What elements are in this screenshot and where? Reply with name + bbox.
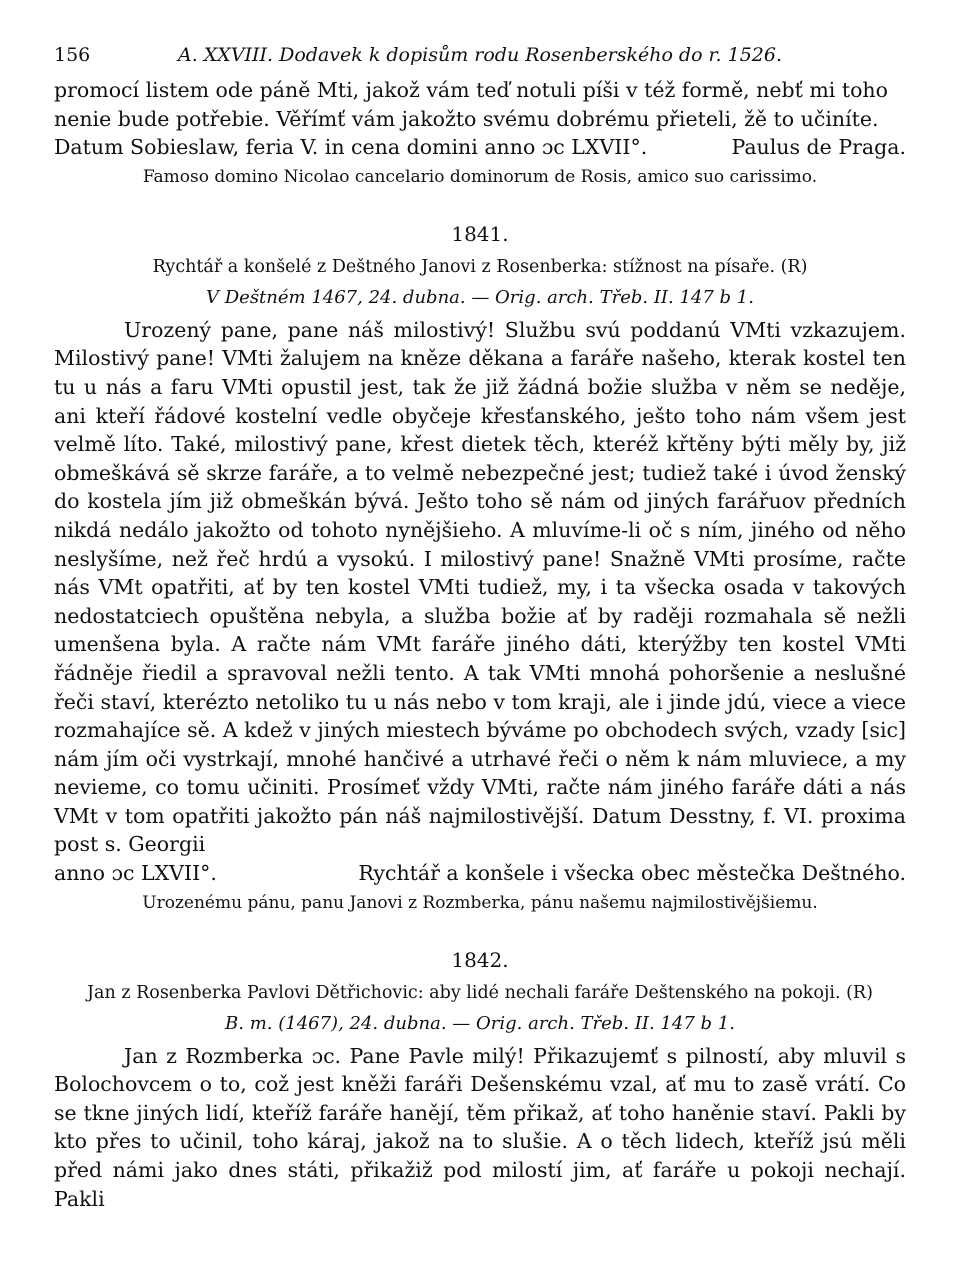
page-number: 156	[54, 44, 91, 66]
running-title: A. XXVIII. Dodavek k dopisům rodu Rosenberského do r. 1526.	[177, 44, 783, 66]
document-dating: B. m. (1467), 24. dubna. — Orig. arch. Třeb. II. 147 b 1.	[225, 1012, 735, 1034]
document-dating: V Deštném 1467, 24. dubna. — Orig. arch. Třeb. II. 147 b 1.	[206, 286, 754, 308]
date-and-signature-line	[54, 133, 906, 162]
text-line: nenie bude potřebie. Věřímť vám jakožto svému dobrému přieteli, žě to učiníte.	[54, 106, 879, 131]
letter-paragraph: Urozený pane, pane náš milostivý! Službu svú poddanú VMti vzkazujem. Milostivý pane! VMti žalujem na kněze děkana a faráře našeho, kterak kostel ten tu u nás a faru VMti opustil jest, tak že již žádná božie služba v něm se neděje, ani kteří řádové kostelní vedle obyčeje křesťanského, ješto toho nám všem jest velmě líto. Také, milostivý pane, křest dietek těch, kteréž křtěny býti měly by, již obmeškává sě skrze faráře, a to velmě nebezpečné jest; tudiež také i úvod ženský do kostela jím již obmeškán bývá. Ješto toho sě nám od jiných farářuov předních nikdá nedálo jakožto od tohoto nynějšieho. A mluvíme-li oč s ním, jiného od něho neslyšíme, než řeč hrdú a vysokú. I milostivý pane! Snažně VMti prosíme, račte nás VMt opatřiti, ať by ten kostel VMti tudiež, my, i ta všecka osada v takových nedostatciech opuštěna nebyla, a služba božie ať by raději rozmahala sě nežli umenšena byla. A račte nám VMt faráře jiného dáti, kterýžby ten kostel VMti řádněje řiedil a spravoval nežli tento. A tak VMti mnohá pohoršenie a neslušné řeči staví, kterézto netoliko tu u nás nebo v tom kraji, ale i jinde jdú, viece a viece rozmahajíce sě. A kdež v jiných miestech býváme po obchodech svých, vzady [sic] nám jím oči vystrkají, mnohé hančivé a utrhavé řeči o něm k nám mluviece, a my nevieme, co tomu učiniti. Prosímeť vždy VMti, račte nám jiného faráře dáti a nás VMt v tom opatřiti jakožto pán náš najmilostivější. Datum Desstny, f. VI. proxima post s. Georgii	[54, 317, 906, 857]
date-line: Datum Sobieslaw, feria V. in cena domini anno ɔc LXVII°.	[54, 135, 648, 160]
previous-letter-ending	[54, 76, 906, 162]
document-number: 1842.	[451, 947, 509, 972]
closing-date: anno ɔc LXVII°.	[54, 861, 217, 886]
closing-signature: Rychtář a konšele i všecka obec městečka Deštného.	[358, 861, 906, 886]
book-page	[54, 40, 906, 1213]
letter-paragraph: Jan z Rozmberka ɔc. Pane Pavle milý! Přikazujemť s pilností, aby mluvil s Bolochovcem o to, což jest kněži faráři Dešenskému vzal, ať mu to zasě vrátí. Co se tkne jiných lidí, kteříž faráře hanějí, těm přikaž, ať toho haněnie staví. Pakli by kto přes to učinil, toho káraj, jakož na to slušie. A o těch lidech, kteříž jsú měli před námi jako dnes státi, přikažiž pod milostí jim, ať faráře u pokoji nechají. Pakli	[54, 1043, 906, 1211]
document-number: 1841.	[451, 221, 509, 246]
page-header	[54, 40, 906, 76]
closing-line	[54, 859, 906, 888]
document-regest: Jan z Rosenberka Pavlovi Dětřichovic: aby lidé nechali faráře Deštenského na pokoji. (R)	[87, 982, 873, 1003]
letter-body	[54, 316, 906, 888]
signature: Paulus de Praga.	[731, 135, 906, 160]
letter-address: Famoso domino Nicolao cancelario dominorum de Rosis, amico suo carissimo.	[142, 166, 818, 187]
text-line: promocí listem ode páně Mti, jakož vám teď notuli píši v též formě, nebť mi toho	[54, 78, 888, 102]
letter-address: Urozenému pánu, panu Janovi z Rozmberka, pánu našemu najmilostivějšiemu.	[142, 892, 818, 913]
document-regest: Rychtář a konšelé z Deštného Janovi z Rosenberka: stížnost na písaře. (R)	[152, 256, 808, 277]
letter-body	[54, 1042, 906, 1214]
